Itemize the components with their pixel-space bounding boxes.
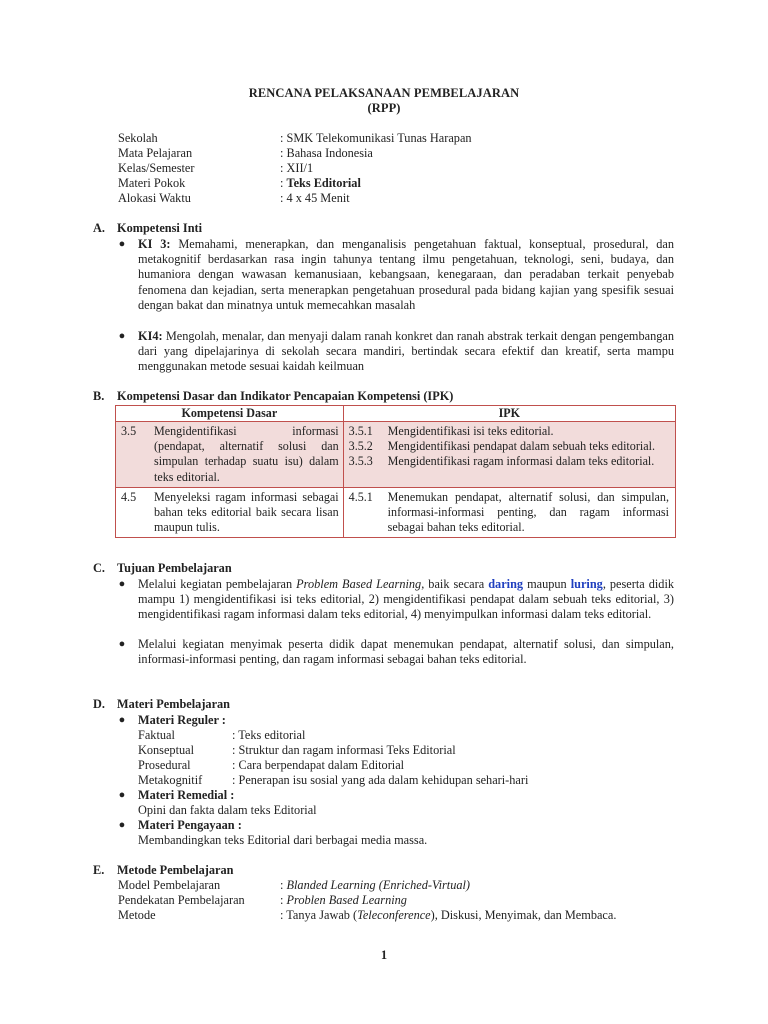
ipk-item bbox=[344, 439, 675, 454]
kd-number: 3.5 bbox=[121, 424, 137, 438]
ipk-number: 3.5.2 bbox=[348, 439, 373, 454]
section-title: Materi Pembelajaran bbox=[117, 697, 231, 711]
materi-remedial-title: Materi Remedial : bbox=[138, 788, 235, 802]
identity-label: Kelas/Semester bbox=[118, 161, 195, 175]
text-run: , baik secara bbox=[421, 577, 489, 591]
competency-table bbox=[115, 405, 676, 538]
materi-label: Metakognitif bbox=[138, 773, 203, 787]
ipk-cell bbox=[343, 422, 675, 488]
materi-pengayaan-text: Membandingkan teks Editorial dari berbagai media massa. bbox=[138, 833, 428, 847]
bullet-icon: ● bbox=[118, 638, 126, 650]
materi-row bbox=[138, 773, 618, 788]
section-title: Metode Pembelajaran bbox=[117, 863, 234, 877]
materi-label: Faktual bbox=[138, 728, 175, 742]
ki4-text: Mengolah, menalar, dan menyaji dalam ranah konkret dan ranah abstrak terkait dengan pengembangan dari yang dipelajarinya di sekolah secara mandiri, bertindak secara efektif dan kreatif, serta mampu menggunakan metode sesuai kaidah keilmuan bbox=[138, 329, 674, 374]
section-title: Kompetensi Dasar dan Indikator Pencapaian Kompetensi (IPK) bbox=[117, 389, 454, 403]
ipk-text: Menemukan pendapat, alternatif solusi, dan simpulan, informasi-informasi penting, dan ragam informasi sebagai bahan teks editorial. bbox=[387, 489, 669, 535]
method-value: Blanded Learning (Enriched-Virtual) bbox=[286, 878, 471, 892]
materi-reguler-title: Materi Reguler : bbox=[138, 713, 226, 727]
ki3-paragraph bbox=[138, 237, 674, 313]
bullet-icon: ● bbox=[118, 789, 126, 801]
text-run: : Tanya Jawab ( bbox=[280, 908, 358, 922]
materi-value: : Cara berpendapat dalam Editorial bbox=[232, 758, 405, 772]
method-row-method bbox=[118, 908, 678, 923]
section-letter: E. bbox=[93, 863, 105, 877]
objective-paragraph-2: Melalui kegiatan menyimak peserta didik dapat menemukan pendapat, alternatif solusi, dan simpulan, informasi-informasi penting, dan ragam informasi sebagai bahan teks editorial. bbox=[138, 637, 674, 667]
ipk-number: 4.5.1 bbox=[348, 489, 373, 504]
text-run: , peserta didik mampu 1) mengidentifikasi isi teks editorial, 2) mengidentifikasi pendapat dalam sebuah teks editorial, 3) mengidentifikasi ragam informasi dalam teks editorial, 4) menyimpulkan informasi dalam teks editorial. bbox=[138, 577, 675, 622]
ipk-item bbox=[344, 490, 675, 536]
kd-number: 4.5 bbox=[121, 489, 137, 504]
daring-highlight: daring bbox=[488, 577, 524, 591]
ki3-label: KI 3: bbox=[138, 237, 171, 251]
header-ipk: IPK bbox=[343, 406, 675, 422]
identity-label: Mata Pelajaran bbox=[118, 146, 193, 160]
text-run: ), Diskusi, Menyimak, dan Membaca. bbox=[430, 908, 617, 922]
table-row bbox=[116, 487, 676, 538]
method-row-approach: Pendekatan Pembelajaran : Problen Based Learning bbox=[118, 893, 407, 907]
ipk-number: 3.5.3 bbox=[348, 454, 373, 469]
table-row bbox=[116, 422, 676, 488]
section-title: Kompetensi Inti bbox=[117, 221, 203, 235]
ipk-number: 3.5.1 bbox=[348, 424, 373, 438]
identity-colon: : bbox=[280, 176, 287, 190]
luring-highlight: luring bbox=[570, 577, 603, 591]
text-run: Melalui kegiatan pembelajaran bbox=[138, 577, 297, 591]
method-label: Metode bbox=[118, 908, 156, 922]
document-title: RENCANA PELAKSANAAN PEMBELAJARAN bbox=[248, 86, 520, 100]
ipk-text: Mengidentifikasi ragam informasi dalam teks editorial. bbox=[387, 454, 655, 469]
kd-cell bbox=[116, 422, 344, 488]
section-letter: C. bbox=[93, 561, 105, 575]
header-kd: Kompetensi Dasar bbox=[116, 406, 344, 422]
ki4-label: KI4: bbox=[138, 329, 163, 343]
method-value bbox=[280, 908, 616, 923]
materi-row bbox=[138, 758, 618, 773]
ipk-text: Mengidentifikasi isi teks editorial. bbox=[387, 424, 554, 438]
materi-pengayaan-title: Materi Pengayaan : bbox=[138, 818, 242, 832]
materi-remedial-text: Opini dan fakta dalam teks Editorial bbox=[138, 803, 317, 817]
materi-row bbox=[138, 728, 618, 743]
identity-value-bold: Teks Editorial bbox=[286, 176, 361, 190]
method-label: Pendekatan Pembelajaran bbox=[118, 893, 245, 907]
method-value: Problen Based Learning bbox=[286, 893, 407, 907]
identity-value bbox=[280, 176, 361, 191]
text-run: maupun bbox=[523, 577, 571, 591]
materi-value: : Teks editorial bbox=[232, 728, 306, 742]
document-subtitle: (RPP) bbox=[367, 101, 401, 115]
ipk-text: Mengidentifikasi pendapat dalam sebuah teks editorial. bbox=[387, 439, 655, 454]
identity-label: Materi Pokok bbox=[118, 176, 186, 190]
section-letter: D. bbox=[93, 697, 105, 711]
ki3-text: Memahami, menerapkan, dan menganalisis pengetahuan faktual, konseptual, prosedural, dan metakognitif berdasarkan rasa ingin tahunya tentang ilmu pengetahuan, teknologi, seni, budaya, dan humaniora dengan wawasan kemanusiaan, kebangsaan, kenegaraan, dan peradaban terkait penyebab fenomena dan kejadian, serta menerapkan pengetahuan prosedural pada bidang kajian yang spesifik sesuai dengan bakat dan minatnya untuk memecahkan masalah bbox=[138, 237, 674, 312]
identity-label: Alokasi Waktu bbox=[118, 191, 191, 205]
bullet-icon: ● bbox=[118, 578, 126, 590]
bullet-icon: ● bbox=[118, 238, 126, 250]
text-italic: Teleconference bbox=[357, 908, 431, 922]
method-label: Model Pembelajaran bbox=[118, 878, 221, 892]
bullet-icon: ● bbox=[118, 714, 126, 726]
bullet-icon: ● bbox=[118, 330, 126, 342]
kd-cell bbox=[116, 487, 344, 538]
identity-label: Sekolah bbox=[118, 131, 158, 145]
ipk-item bbox=[344, 424, 675, 439]
kd-text: Mengidentifikasi informasi (pendapat, alternatif solusi dan simpulan terhadap suatu isu) dalam teks editorial. bbox=[154, 424, 339, 484]
section-letter: B. bbox=[93, 389, 105, 403]
materi-row bbox=[138, 743, 618, 758]
materi-label: Konseptual bbox=[138, 743, 195, 757]
identity-value: : Bahasa Indonesia bbox=[280, 146, 373, 160]
identity-value: : SMK Telekomunikasi Tunas Harapan bbox=[280, 131, 472, 145]
text-italic: Problem Based Learning bbox=[296, 577, 422, 591]
section-letter: A. bbox=[93, 221, 105, 235]
method-row-model: Model Pembelajaran : Blanded Learning (Enriched-Virtual) bbox=[118, 878, 471, 892]
table-header-row bbox=[116, 406, 676, 422]
ki4-paragraph bbox=[138, 329, 674, 375]
identity-value: : XII/1 bbox=[280, 161, 314, 175]
bullet-icon: ● bbox=[118, 819, 126, 831]
materi-value: : Struktur dan ragam informasi Teks Editorial bbox=[232, 743, 456, 757]
kd-text: Menyeleksi ragam informasi sebagai bahan teks editorial baik secara lisan maupun tulis. bbox=[154, 489, 339, 535]
objective-paragraph-1 bbox=[138, 577, 674, 623]
identity-value: : 4 x 45 Menit bbox=[280, 191, 350, 205]
ipk-item bbox=[344, 454, 675, 469]
ipk-cell bbox=[343, 487, 675, 538]
page-number: 1 bbox=[380, 948, 388, 962]
materi-value: : Penerapan isu sosial yang ada dalam kehidupan sehari-hari bbox=[232, 773, 529, 787]
materi-label: Prosedural bbox=[138, 758, 191, 772]
section-title: Tujuan Pembelajaran bbox=[117, 561, 232, 575]
